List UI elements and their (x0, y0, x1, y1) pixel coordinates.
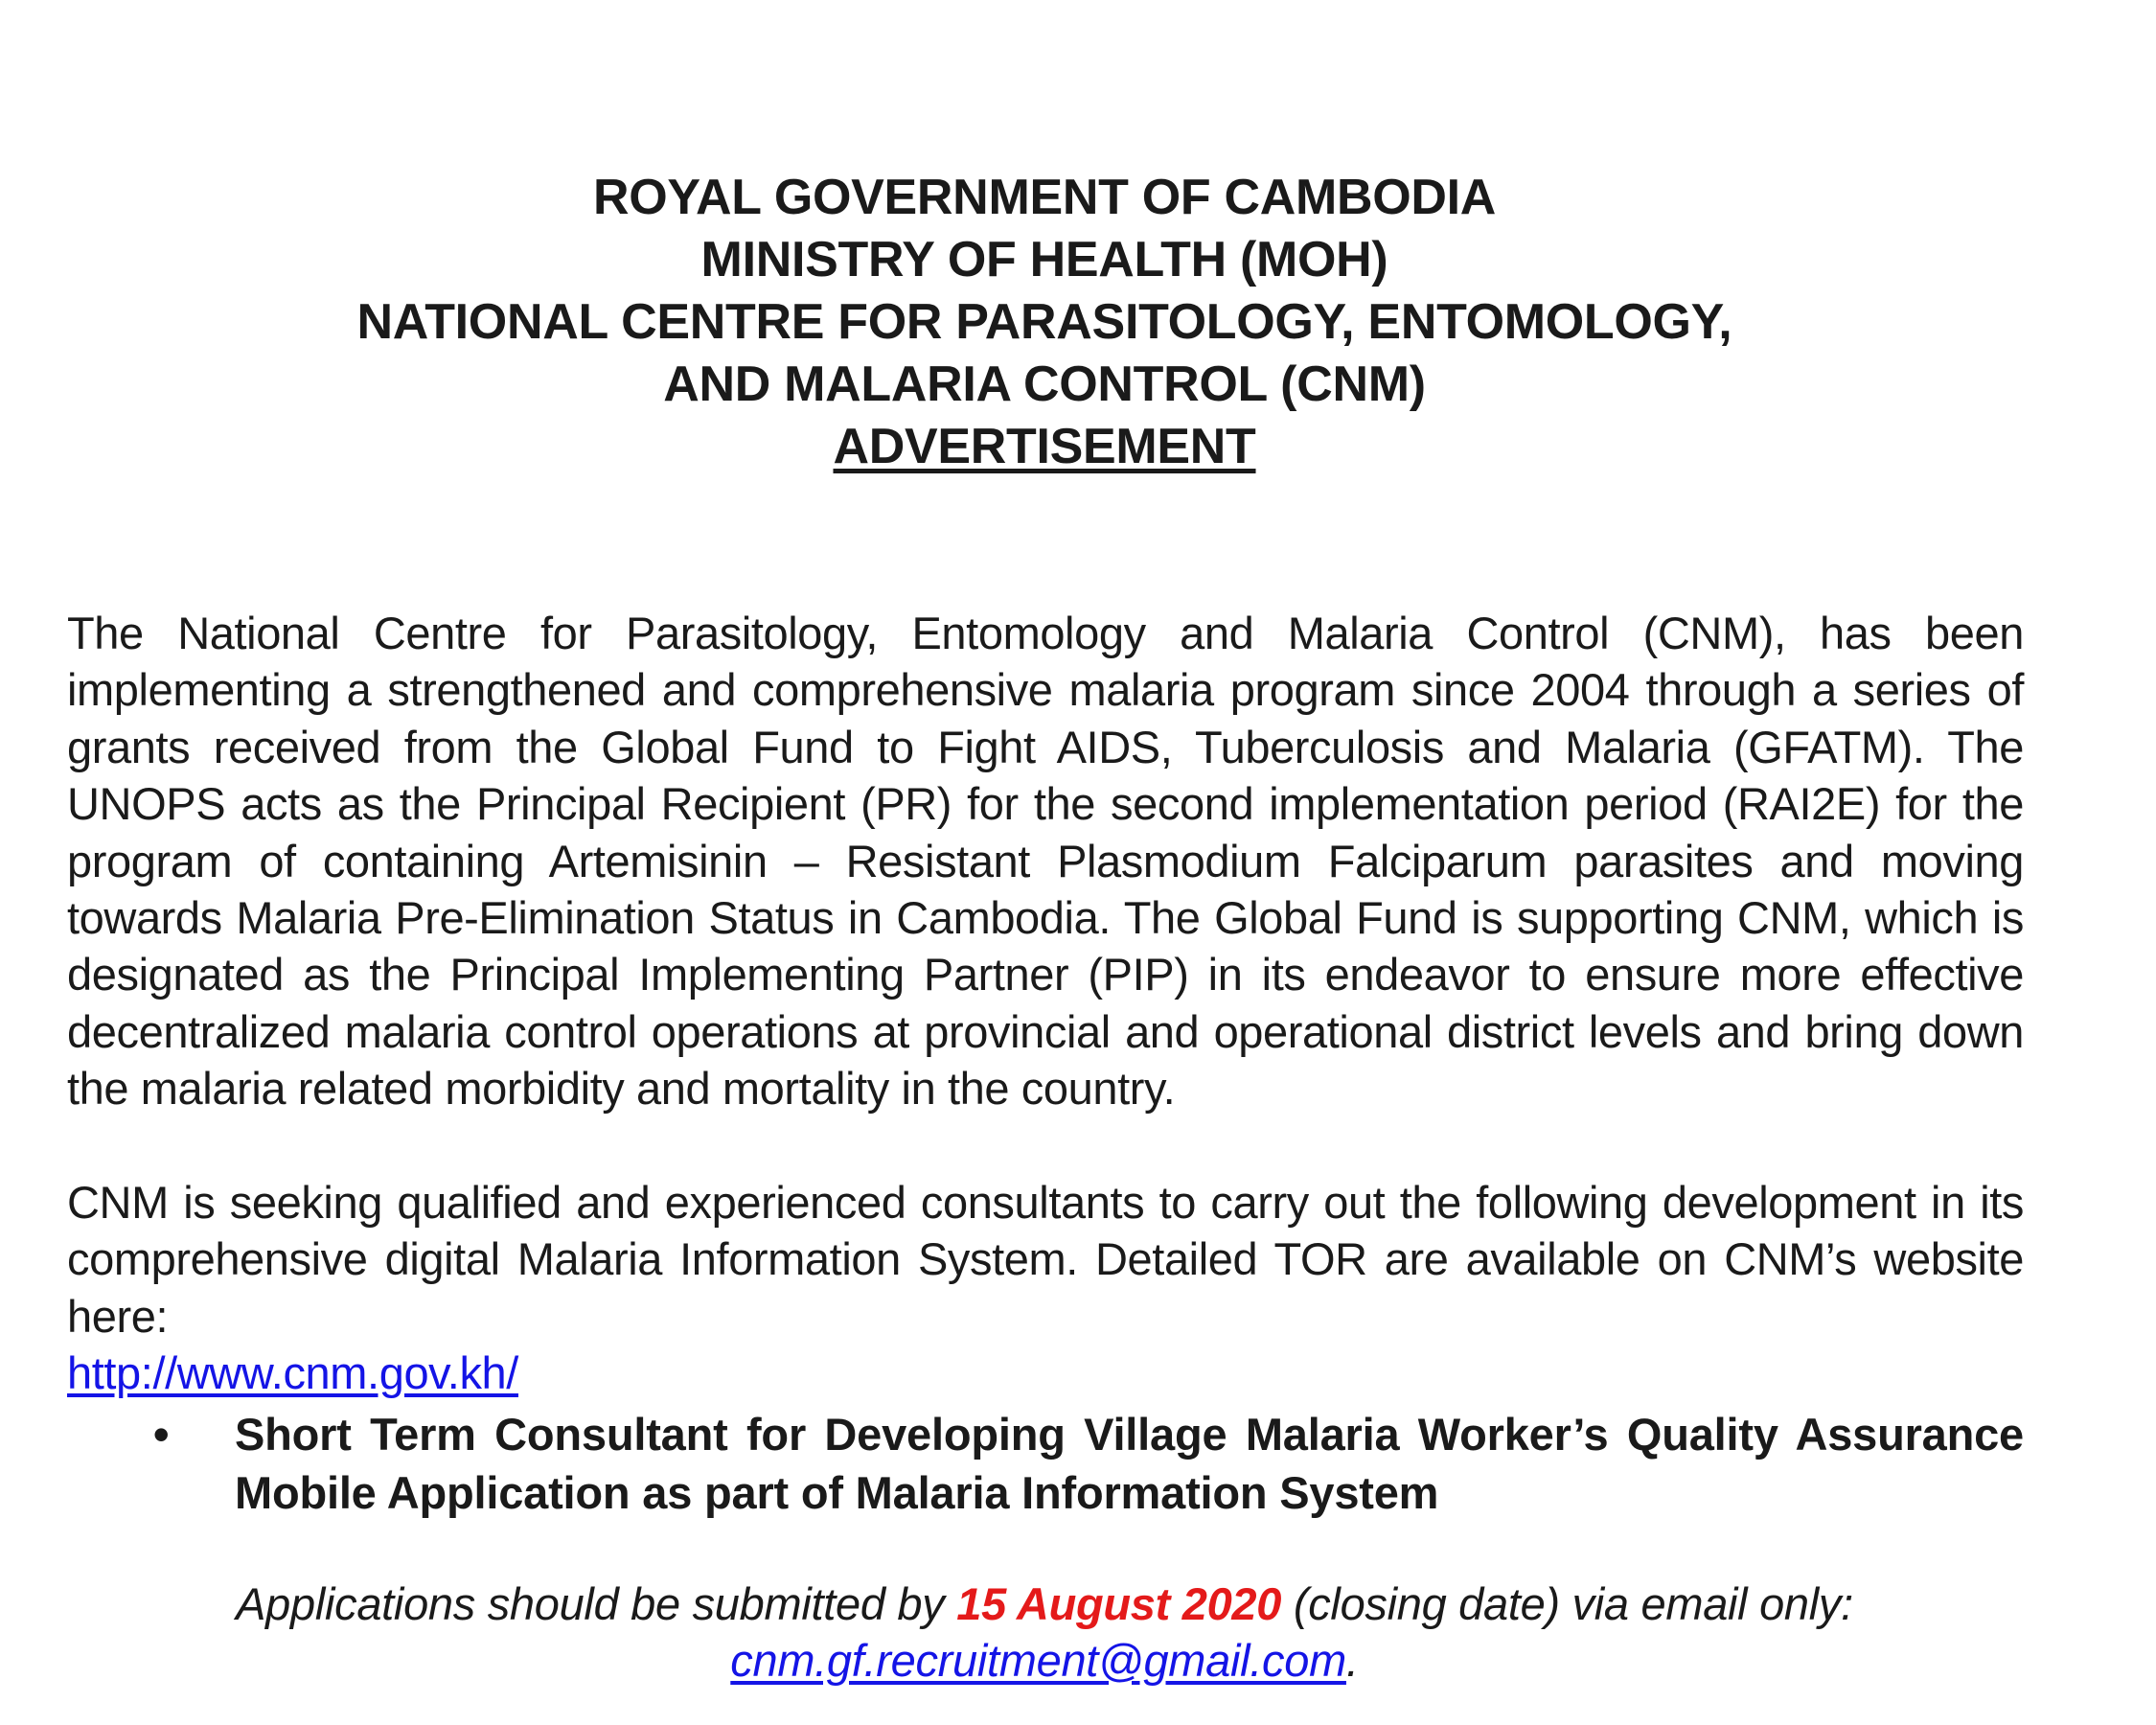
position-title: Short Term Consultant for Developing Village Malaria Worker’s Quality Assurance Mobile Application as part of Malaria Information System (235, 1409, 2024, 1518)
closing-deadline: 15 August 2020 (956, 1578, 1282, 1629)
closing-note (0, 1576, 2089, 1689)
intro-paragraph: The National Centre for Parasitology, Entomology and Malaria Control (CNM), has been implementing a strengthened and comprehensive malaria program since 2004 through a series of grants received from the Global Fund to Fight AIDS, Tuberculosis and Malaria (GFATM). The UNOPS acts as the Principal Recipient (PR) for the second implementation period (RAI2E) for the program of containing Artemisinin – Resistant Plasmodium Falciparum parasites and moving towards Malaria Pre-Elimination Status in Cambodia. The Global Fund is supporting CNM, which is designated as the Principal Implementing Partner (PIP) in its endeavor to ensure more effective decentralized malaria control operations at provincial and operational district levels and bring down the malaria related morbidity and mortality in the country. (67, 608, 2024, 1115)
seeking-text: CNM is seeking qualified and experienced consultants to carry out the following development in its comprehensive digital Malaria Information System. Detailed TOR are available on CNM’s website here: (67, 1177, 2024, 1342)
bullet-icon: • (153, 1409, 170, 1460)
advertisement-title: ADVERTISEMENT (833, 419, 1256, 474)
seeking-paragraph (67, 1174, 2024, 1402)
header-centre-line1: NATIONAL CENTRE FOR PARASITOLOGY, ENTOMOLOGY, (356, 294, 1732, 350)
header-title (0, 416, 2089, 478)
closing-prefix: Applications should be submitted by (236, 1578, 945, 1629)
closing-suffix: (closing date) via email only: (1293, 1578, 1853, 1629)
header-government: ROYAL GOVERNMENT OF CAMBODIA (592, 170, 1497, 225)
header-ministry: MINISTRY OF HEALTH (MOH) (700, 232, 1388, 288)
cnm-website-link[interactable]: http://www.cnm.gov.kh/ (67, 1347, 518, 1399)
document-header (0, 167, 2089, 478)
header-centre-line2: AND MALARIA CONTROL (CNM) (663, 356, 1426, 412)
closing-end-punctuation: . (1345, 1635, 1359, 1686)
closing-line1 (0, 1576, 2089, 1632)
position-list-item (153, 1405, 2024, 1522)
closing-line2 (0, 1632, 2089, 1689)
recruitment-email-link[interactable]: cnm.gf.recruitment@gmail.com (730, 1635, 1346, 1686)
